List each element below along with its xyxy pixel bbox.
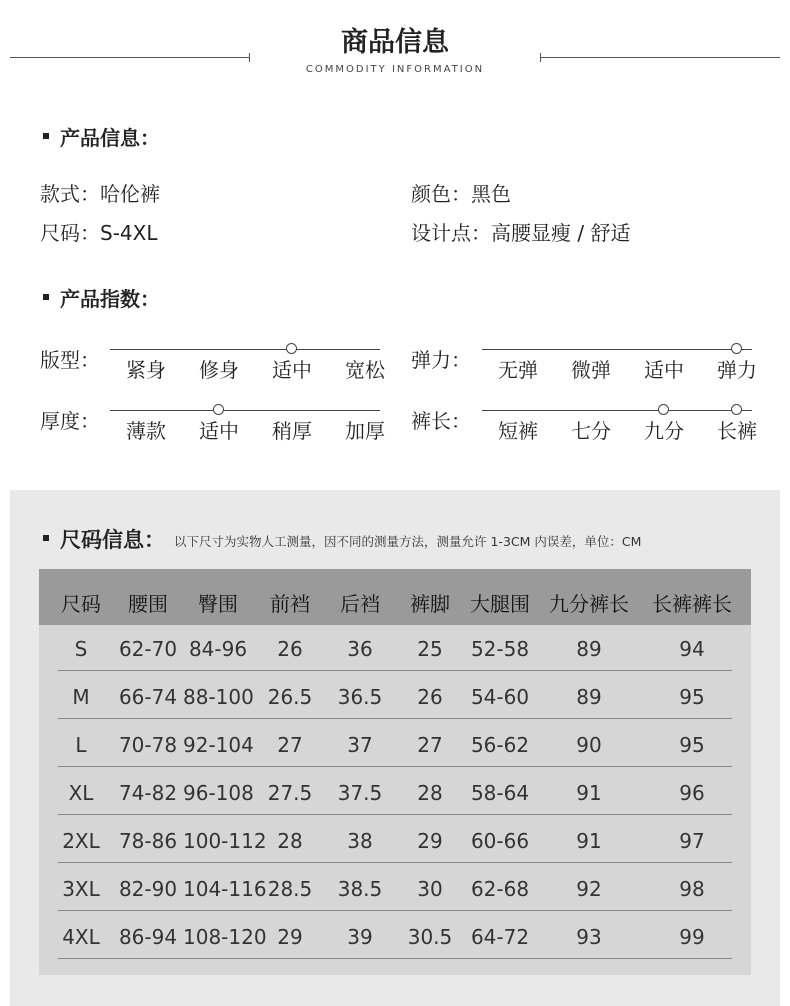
table-cell: 2XL	[62, 829, 100, 853]
scale-track	[110, 349, 380, 350]
table-cell: 52-58	[470, 637, 530, 661]
design-label: 设计点：	[411, 221, 491, 245]
table-header-cell: 前裆	[270, 592, 310, 616]
table-cell: 89	[576, 685, 602, 709]
table-cell: 104-116	[183, 877, 267, 901]
bullet-icon	[43, 294, 49, 300]
table-cell: 38	[347, 829, 373, 853]
table-cell: 96-108	[183, 781, 254, 805]
table-cell: 28.5	[267, 877, 313, 901]
color-value: 黑色	[471, 182, 511, 206]
header-divider-left-tick	[249, 53, 250, 62]
table-cell: 29	[277, 925, 303, 949]
table-cell: 95	[679, 685, 705, 709]
page-title: 商品信息	[341, 27, 449, 58]
table-cell: 92-104	[183, 733, 254, 757]
page-subtitle: COMMODITY INFORMATION	[305, 64, 485, 75]
scale-marker-icon	[213, 404, 224, 415]
color-label: 颜色：	[411, 182, 471, 206]
table-cell: 84-96	[188, 637, 248, 661]
table-cell: 89	[576, 637, 602, 661]
scale-option: 稍厚	[272, 419, 312, 443]
style-field	[40, 178, 160, 207]
bullet-icon	[43, 535, 49, 541]
table-cell: 99	[679, 925, 705, 949]
scale-label: 版型：	[40, 348, 100, 372]
design-value: 高腰显瘦 / 舒适	[491, 221, 631, 245]
table-row-divider	[58, 958, 732, 959]
table-cell: 88-100	[183, 685, 254, 709]
scale-option: 九分	[644, 419, 684, 443]
size-info-note: 以下尺寸为实物人工测量，因不同的测量方法，测量允许 1-3CM 内误差，单位：CM	[174, 534, 642, 549]
table-cell: 98	[679, 877, 705, 901]
table-cell: 62-68	[470, 877, 530, 901]
table-header-cell: 长裤裤长	[652, 592, 732, 616]
scale-option: 适中	[272, 358, 312, 382]
scale-option: 短裤	[498, 419, 538, 443]
scale-option: 适中	[199, 419, 239, 443]
scale-label: 厚度：	[40, 409, 100, 433]
scale-option: 紧身	[126, 358, 166, 382]
header-divider-left	[10, 57, 250, 58]
scale-option: 长裤	[717, 419, 757, 443]
table-cell: 4XL	[62, 925, 100, 949]
scale-option: 宽松	[345, 358, 385, 382]
table-cell: 30	[417, 877, 443, 901]
table-cell: 25	[417, 637, 443, 661]
table-cell: L	[75, 733, 87, 757]
scale-option: 弹力	[717, 358, 757, 382]
scale-track	[482, 349, 752, 350]
table-cell: 74-82	[118, 781, 178, 805]
scale-marker-icon	[731, 343, 742, 354]
table-cell: 66-74	[118, 685, 178, 709]
table-header-cell: 臀围	[198, 592, 238, 616]
scale-option: 七分	[571, 419, 611, 443]
table-row-divider	[58, 766, 732, 767]
table-cell: 36.5	[337, 685, 383, 709]
scale-option: 无弹	[498, 358, 538, 382]
scale-option: 修身	[199, 358, 239, 382]
table-cell: 39	[347, 925, 373, 949]
table-cell: 29	[417, 829, 443, 853]
table-cell: 27	[277, 733, 303, 757]
table-cell: 96	[679, 781, 705, 805]
product-info-title: 产品信息：	[60, 126, 160, 150]
table-cell: 91	[576, 781, 602, 805]
size-value: S-4XL	[100, 221, 158, 245]
table-cell: 78-86	[118, 829, 178, 853]
table-cell: 82-90	[118, 877, 178, 901]
table-cell: 54-60	[470, 685, 530, 709]
table-cell: 92	[576, 877, 602, 901]
table-cell: 28	[277, 829, 303, 853]
table-row-divider	[58, 862, 732, 863]
scale-track	[482, 410, 752, 411]
scale-marker-icon	[286, 343, 297, 354]
scale-option: 加厚	[345, 419, 385, 443]
table-cell: 56-62	[470, 733, 530, 757]
table-cell: 62-70	[118, 637, 178, 661]
table-cell: 64-72	[470, 925, 530, 949]
table-cell: 26	[277, 637, 303, 661]
design-field	[411, 217, 630, 246]
scale-marker-icon	[658, 404, 669, 415]
table-cell: 26.5	[267, 685, 313, 709]
table-row-divider	[58, 814, 732, 815]
table-header-cell: 尺码	[61, 592, 101, 616]
scale-marker-icon	[731, 404, 742, 415]
table-cell: 97	[679, 829, 705, 853]
product-index-title: 产品指数：	[60, 287, 160, 311]
table-cell: 30.5	[407, 925, 453, 949]
table-header-cell: 九分裤长	[549, 592, 629, 616]
table-header-cell: 后裆	[340, 592, 380, 616]
size-label: 尺码：	[40, 221, 100, 245]
table-cell: 58-64	[470, 781, 530, 805]
scale-option: 薄款	[126, 419, 166, 443]
table-cell: 70-78	[118, 733, 178, 757]
table-cell: 26	[417, 685, 443, 709]
table-cell: 90	[576, 733, 602, 757]
header-divider-right	[540, 57, 780, 58]
bullet-icon	[43, 133, 49, 139]
table-cell: 93	[576, 925, 602, 949]
table-cell: 38.5	[337, 877, 383, 901]
table-cell: 95	[679, 733, 705, 757]
color-field	[411, 178, 511, 207]
table-cell: 94	[679, 637, 705, 661]
table-row-divider	[58, 670, 732, 671]
table-cell: 100-112	[183, 829, 267, 853]
table-cell: M	[72, 685, 90, 709]
size-info-title: 尺码信息：	[60, 528, 165, 552]
header-divider-right-tick	[540, 53, 541, 62]
table-header-cell: 裤脚	[410, 592, 450, 616]
style-value: 哈伦裤	[100, 182, 160, 206]
scale-track	[110, 410, 380, 411]
table-row-divider	[58, 718, 732, 719]
table-cell: 108-120	[183, 925, 267, 949]
table-cell: 27.5	[267, 781, 313, 805]
table-cell: 3XL	[62, 877, 100, 901]
scale-label: 裤长：	[411, 409, 471, 433]
table-cell: 37.5	[337, 781, 383, 805]
scale-option: 微弹	[571, 358, 611, 382]
table-cell: 27	[417, 733, 443, 757]
size-field	[40, 217, 157, 246]
table-cell: 86-94	[118, 925, 178, 949]
table-cell: 36	[347, 637, 373, 661]
table-header-cell: 腰围	[128, 592, 168, 616]
table-cell: XL	[68, 781, 94, 805]
scale-label: 弹力：	[411, 348, 471, 372]
table-cell: 60-66	[470, 829, 530, 853]
style-label: 款式：	[40, 182, 100, 206]
table-cell: S	[74, 637, 88, 661]
scale-option: 适中	[644, 358, 684, 382]
table-cell: 91	[576, 829, 602, 853]
table-header-cell: 大腿围	[470, 592, 530, 616]
table-cell: 28	[417, 781, 443, 805]
table-row-divider	[58, 910, 732, 911]
table-cell: 37	[347, 733, 373, 757]
